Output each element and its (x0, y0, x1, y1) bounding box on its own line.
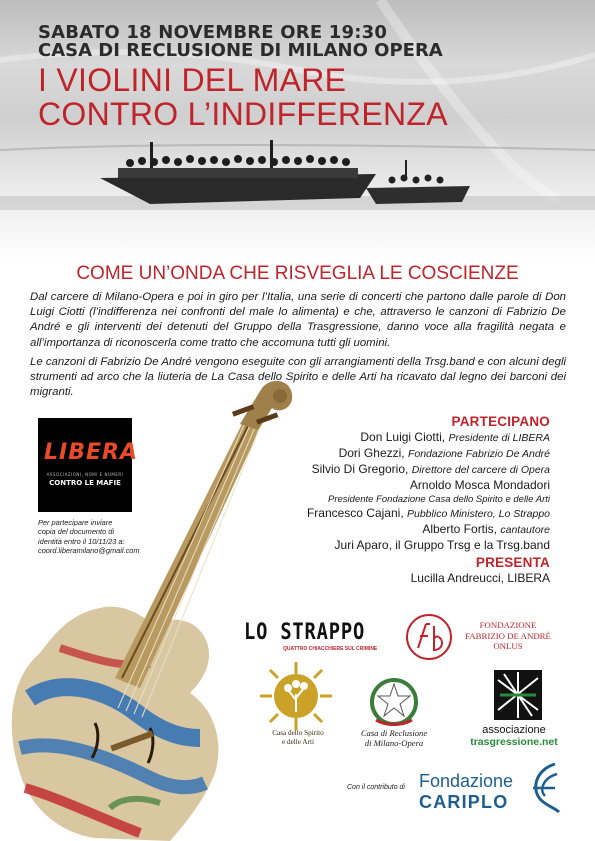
libera-logo-small: ASSOCIAZIONI, NOMI E NUMERI (46, 472, 124, 477)
participant: Don Luigi Ciotti, Presidente di LIBERA (360, 430, 550, 444)
participant: Silvio Di Gregorio, Direttore del carcere di Opera (311, 462, 550, 476)
trasgressione-link[interactable]: trasgressione.net (470, 736, 558, 748)
registration-note-line: copia del documento di (38, 527, 115, 537)
participants-heading: PARTECIPANO (451, 414, 550, 429)
participants-list (260, 414, 550, 586)
contribution-label: Con il contributo di (347, 784, 405, 791)
republic-emblem-icon (368, 676, 420, 728)
libera-logo-word: LIBERA (44, 440, 138, 465)
registration-email[interactable]: coord.liberamilano@gmail.com (38, 546, 140, 556)
participant: Dori Ghezzi, Fondazione Fabrizio De André (338, 446, 550, 460)
event-title-line-1: I VIOLINI DEL MARE (38, 62, 347, 98)
reclusione-logo-text: Casa di Reclusione di Milano-Opera (360, 728, 428, 748)
libera-logo-tag: CONTRO LE MAFIE (49, 479, 121, 487)
intro-paragraph: Le canzoni di Fabrizio De André vengono eseguite con gli arrangiamenti della Trsg.band e con alcuni degli strumenti ad arco che la liuteria de La Casa dello Spirito e delle Arti ha ricavato dal legno dei barconi dei migranti. (30, 355, 566, 399)
participant: Arnoldo Mosca Mondadori (409, 478, 550, 492)
event-venue: CASA DI RECLUSIONE DI MILANO OPERA (38, 40, 443, 61)
registration-note-line: Per partecipare inviare (38, 518, 113, 527)
lo-strappo-tagline: QUATTRO CHIACCHIERE SUL CRIMINE (283, 646, 378, 652)
fondazione-label: Fondazione (419, 771, 514, 791)
event-subtitle: COME UN’ONDA CHE RISVEGLIA LE COSCIENZE (76, 263, 519, 284)
casa-spirito-sun-icon (254, 660, 338, 732)
libera-logo (38, 418, 138, 512)
lo-strappo-logo: LO STRAPPO (244, 620, 366, 645)
intro-paragraph: Dal carcere di Milano-Opera e poi in giro per l’Italia, una serie di concerti che partono dalle parole di Don Luigi Ciotti (l’indifferenza nei confronti del male lo alimenta) e che, attraverso le canzoni di Fabrizio De André e gli interventi dei detenuti del Gruppo della Trasgressione, danno voce alla fragilità negata e all’importanza di riconoscerla come tratto che accomuna tutti gli uomini. (30, 291, 566, 349)
registration-note-line: identità entro il 10/11/23 a: (38, 536, 125, 546)
event-date: SABATO 18 NOVEMBRE ORE 19:30 (38, 22, 388, 43)
participant: Alberto Fortis, cantautore (422, 522, 550, 536)
cariplo-label: CARIPLO (419, 792, 509, 812)
registration-note (38, 518, 158, 556)
presenter-heading: PRESENTA (475, 555, 550, 570)
fda-seal-icon (404, 612, 454, 662)
associazione-label: associazione (482, 724, 546, 736)
fda-logo-text: FONDAZIONE FABRIZIO DE ANDRÉ ONLUS (465, 620, 551, 651)
participant: Juri Aparo, il Gruppo Trsg e la Trsg.band (334, 538, 550, 552)
casa-spirito-logo-text: Casa dello Spirito e delle Arti (272, 729, 324, 746)
presenter-name: Lucilla Andreucci, LIBERA (410, 571, 550, 585)
participant: Francesco Cajani, Pubblico Ministero, Lo Strappo (306, 506, 550, 520)
cariplo-logo-icon (527, 760, 561, 818)
participant-role: Presidente Fondazione Casa dello Spirito e delle Arti (328, 494, 550, 505)
event-title-line-2: CONTRO L’INDIFFERENZA (38, 96, 448, 132)
trasgressione-logo-icon (494, 670, 542, 720)
